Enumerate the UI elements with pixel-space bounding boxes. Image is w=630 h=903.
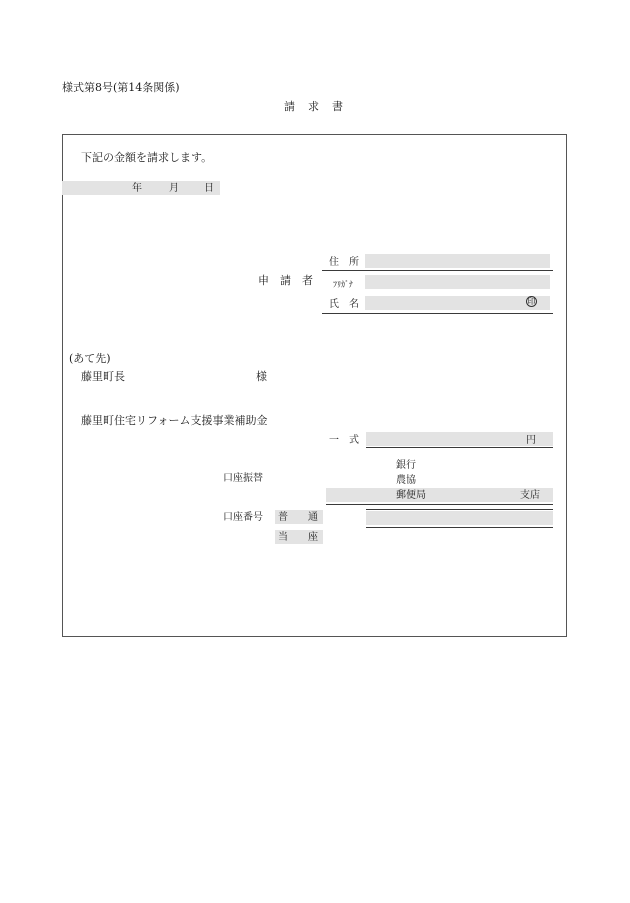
furigana-field[interactable] [365,275,550,289]
amount-field[interactable] [366,432,553,446]
account-label: 口座番号 [223,512,263,523]
bank-branch-field[interactable] [326,488,553,502]
applicant-label: 申 請 者 [258,274,313,287]
branch-underline [326,504,553,505]
name-underline [322,313,553,314]
amount-unit: 円 [526,435,536,446]
account-type-current: 当 座 [278,532,318,543]
form-number: 様式第8号(第14条関係) [62,81,180,94]
seal-mark: 印 [527,297,536,306]
address-field[interactable] [365,254,550,268]
post-office-option: 郵便局 [396,490,426,501]
agri-coop-option: 農協 [396,475,416,486]
account-number-topline [366,509,553,510]
bank-option: 銀行 [396,460,416,471]
date-month-label: 月 [169,183,179,194]
subsidy-title: 藤里町住宅リフォーム支援事業補助金 [81,414,268,427]
addressee-honorific: 様 [256,370,267,383]
address-underline [322,270,553,271]
amount-underline [366,447,553,448]
account-number-underline [366,527,553,528]
addressee-name: 藤里町長 [81,370,125,383]
amount-prefix: 一 式 [329,435,359,446]
intro-text: 下記の金額を請求します。 [81,151,213,164]
document-title: 請 求 書 [284,100,344,113]
addressee-prefix: (あて先) [69,352,111,365]
furigana-label: ﾌﾘｶﾞﾅ [333,280,353,289]
account-type-ordinary: 普 通 [278,512,318,523]
form-frame [62,134,567,637]
account-number-field[interactable] [366,511,553,525]
branch-label: 支店 [520,490,540,501]
name-label: 氏 名 [329,299,359,310]
transfer-label: 口座振替 [223,473,263,484]
date-day-label: 日 [204,183,214,194]
name-field[interactable] [365,296,550,310]
address-label: 住 所 [329,257,359,268]
date-year-label: 年 [132,183,142,194]
